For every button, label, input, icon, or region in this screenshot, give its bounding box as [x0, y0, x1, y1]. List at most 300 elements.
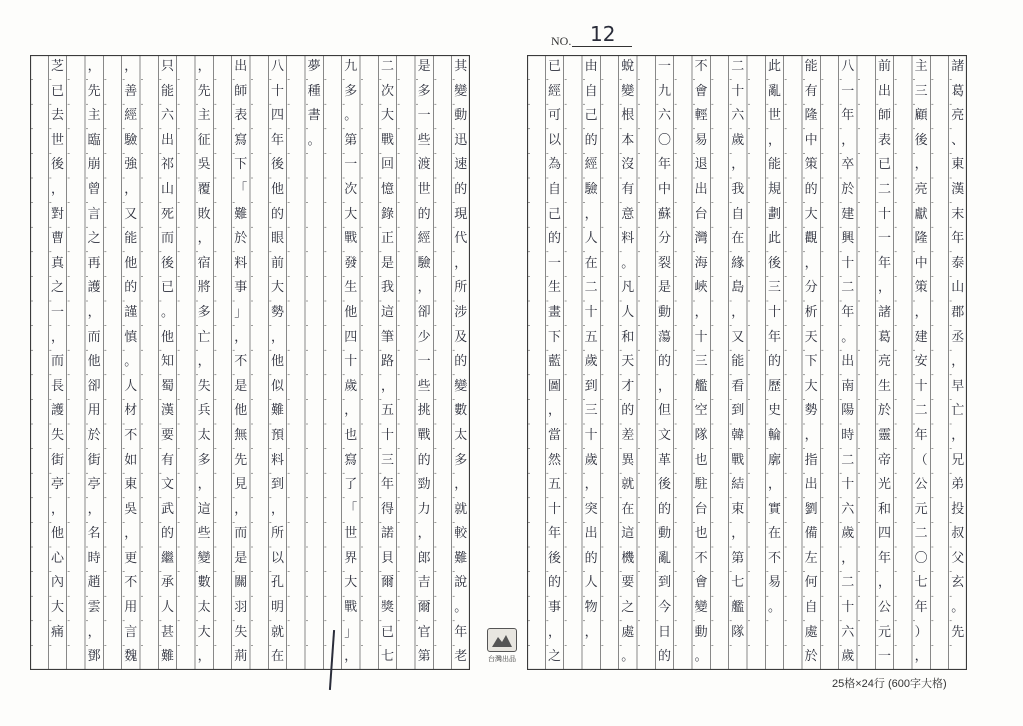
- handwritten-character: ，: [731, 304, 745, 320]
- handwritten-character: 而: [50, 354, 64, 370]
- handwritten-character: 十: [914, 378, 928, 394]
- handwritten-character: 承: [160, 575, 174, 591]
- left-page-text-column: [378, 55, 396, 670]
- handwritten-character: ，: [547, 624, 561, 640]
- handwritten-character: 不: [694, 59, 708, 74]
- handwritten-character: 歲: [841, 649, 855, 665]
- handwritten-character: 戰: [417, 427, 431, 443]
- handwritten-character: 今: [657, 600, 671, 616]
- right-page-text-column: [912, 55, 930, 670]
- handwritten-character: 獎: [380, 600, 394, 616]
- handwritten-character: 先: [197, 83, 211, 99]
- handwritten-character: 自: [804, 600, 818, 616]
- handwritten-character: 大: [197, 624, 211, 640]
- handwritten-character: 大: [344, 575, 358, 591]
- handwritten-character: 看: [731, 378, 745, 394]
- left-page-text-column: [342, 55, 360, 670]
- handwritten-character: 下: [234, 157, 248, 173]
- handwritten-character: 亡: [951, 403, 965, 419]
- handwritten-character: ，: [877, 575, 891, 591]
- handwritten-character: 蕩: [657, 329, 671, 345]
- handwritten-character: ，: [767, 132, 781, 148]
- handwritten-character: 出: [841, 354, 855, 370]
- handwritten-character: 的: [657, 354, 671, 370]
- handwritten-character: 然: [547, 452, 561, 468]
- handwritten-character: 文: [657, 427, 671, 443]
- handwritten-character: 台: [694, 206, 708, 222]
- handwritten-character: 。: [621, 255, 635, 271]
- handwritten-character: 此: [767, 59, 781, 74]
- handwritten-character: 更: [124, 550, 138, 566]
- handwritten-character: 也: [694, 526, 708, 542]
- handwritten-character: 策: [804, 157, 818, 173]
- handwritten-character: 在: [731, 231, 745, 247]
- handwritten-character: 輪: [767, 427, 781, 443]
- handwritten-character: 後: [50, 157, 64, 173]
- handwritten-character: 畫: [547, 304, 561, 320]
- handwritten-character: 太: [197, 427, 211, 443]
- handwritten-character: 年: [767, 329, 781, 345]
- handwritten-character: 生: [344, 280, 358, 296]
- handwritten-character: 一: [417, 354, 431, 370]
- handwritten-character: 六: [731, 108, 745, 124]
- handwritten-character: 渡: [417, 157, 431, 173]
- handwritten-character: 分: [804, 280, 818, 296]
- handwritten-character: 人: [584, 575, 598, 591]
- handwritten-character: 之: [547, 649, 561, 665]
- handwritten-character: ，: [841, 550, 855, 566]
- handwritten-character: 世: [767, 108, 781, 124]
- handwritten-character: （: [914, 452, 928, 468]
- handwritten-character: 〇: [657, 132, 671, 148]
- handwritten-character: 山: [951, 280, 965, 296]
- handwritten-character: 輕: [694, 108, 708, 124]
- right-page-text-column: [839, 55, 857, 670]
- handwritten-character: 台: [694, 501, 708, 517]
- handwritten-character: 出: [804, 477, 818, 493]
- handwritten-character: 之: [87, 231, 101, 247]
- handwritten-character: 一: [547, 255, 561, 271]
- handwritten-character: 已: [380, 624, 394, 640]
- handwritten-character: 艦: [731, 600, 745, 616]
- handwritten-character: 年: [380, 477, 394, 493]
- handwritten-character: 經: [417, 231, 431, 247]
- handwritten-character: 動: [694, 624, 708, 640]
- handwritten-character: 丞: [951, 329, 965, 345]
- handwritten-character: 日: [657, 624, 671, 640]
- handwritten-character: 多: [344, 83, 358, 99]
- sheet-number-underline: [572, 46, 632, 47]
- handwritten-character: 是: [234, 378, 248, 394]
- handwritten-character: 失: [197, 378, 211, 394]
- handwritten-character: 其: [454, 59, 468, 74]
- handwritten-character: 自: [584, 83, 598, 99]
- handwritten-character: 二: [841, 575, 855, 591]
- handwritten-character: 羽: [234, 600, 248, 616]
- handwritten-character: 歲: [731, 132, 745, 148]
- handwritten-character: 甚: [160, 624, 174, 640]
- handwritten-character: 書: [307, 108, 321, 124]
- handwritten-character: 自: [547, 181, 561, 197]
- handwritten-character: 歲: [344, 378, 358, 394]
- handwritten-character: 早: [951, 378, 965, 394]
- handwritten-character: 韓: [731, 427, 745, 443]
- handwritten-character: 生: [547, 280, 561, 296]
- handwritten-character: 二: [731, 59, 745, 74]
- left-page-text-column: [85, 55, 103, 670]
- handwritten-character: 卻: [87, 378, 101, 394]
- right-page: [527, 55, 967, 670]
- handwritten-character: ，: [270, 329, 284, 345]
- handwritten-character: 山: [160, 181, 174, 197]
- handwritten-character: 二: [914, 526, 928, 542]
- handwritten-character: 崩: [87, 157, 101, 173]
- handwritten-character: ，: [841, 132, 855, 148]
- handwritten-character: 諸: [951, 59, 965, 74]
- handwritten-character: 於: [877, 403, 891, 419]
- handwritten-character: 出: [694, 181, 708, 197]
- handwritten-character: 可: [547, 108, 561, 124]
- handwritten-character: 漢: [160, 403, 174, 419]
- handwritten-character: 不: [124, 427, 138, 443]
- handwritten-character: 現: [454, 206, 468, 222]
- handwritten-character: 的: [584, 132, 598, 148]
- handwritten-character: 葛: [877, 329, 891, 345]
- handwritten-character: 十: [877, 206, 891, 222]
- handwritten-character: 亮: [914, 181, 928, 197]
- handwritten-character: 後: [767, 255, 781, 271]
- handwritten-character: 年: [657, 157, 671, 173]
- handwritten-character: 葛: [951, 83, 965, 99]
- handwritten-character: 已: [160, 280, 174, 296]
- handwritten-character: ，: [197, 59, 211, 74]
- handwritten-character: 。: [841, 329, 855, 345]
- handwritten-character: 二: [380, 59, 394, 74]
- handwritten-character: 的: [804, 181, 818, 197]
- handwritten-character: 蛻: [621, 59, 635, 74]
- handwritten-character: 東: [124, 477, 138, 493]
- handwritten-character: 迅: [454, 132, 468, 148]
- left-page-text-column: [268, 55, 286, 670]
- handwritten-character: 世: [344, 526, 358, 542]
- handwritten-character: 事: [547, 600, 561, 616]
- left-page-text-column: [122, 55, 140, 670]
- handwritten-character: 己: [584, 108, 598, 124]
- handwritten-character: 下: [804, 354, 818, 370]
- handwritten-character: 亡: [197, 329, 211, 345]
- handwritten-character: 分: [657, 231, 671, 247]
- handwritten-character: 就: [621, 477, 635, 493]
- handwritten-character: 這: [380, 304, 394, 320]
- right-page-text-column: [729, 55, 747, 670]
- handwritten-character: 變: [694, 600, 708, 616]
- handwritten-character: 經: [547, 83, 561, 99]
- handwritten-character: 人: [160, 600, 174, 616]
- handwritten-character: 和: [877, 501, 891, 517]
- handwritten-character: 亭: [50, 477, 64, 493]
- handwritten-character: 荊: [234, 649, 248, 665]
- handwritten-character: 長: [50, 378, 64, 394]
- handwritten-character: 貝: [380, 550, 394, 566]
- handwritten-character: 在: [270, 649, 284, 665]
- handwritten-character: 言: [87, 206, 101, 222]
- handwritten-character: 當: [547, 427, 561, 443]
- handwritten-character: 些: [417, 132, 431, 148]
- handwritten-character: ，: [344, 403, 358, 419]
- handwritten-character: 武: [160, 501, 174, 517]
- handwritten-character: ，: [50, 501, 64, 517]
- handwritten-character: 的: [584, 550, 598, 566]
- handwritten-character: 物: [584, 600, 598, 616]
- handwritten-character: 易: [694, 132, 708, 148]
- handwritten-character: 孔: [270, 575, 284, 591]
- handwritten-character: ，: [584, 477, 598, 493]
- handwritten-character: 四: [344, 329, 358, 345]
- handwritten-character: 大: [804, 206, 818, 222]
- handwritten-character: 能: [124, 231, 138, 247]
- handwritten-character: 島: [731, 280, 745, 296]
- handwritten-character: 動: [657, 304, 671, 320]
- handwritten-character: 年: [841, 304, 855, 320]
- handwritten-character: 興: [841, 231, 855, 247]
- handwritten-character: 的: [454, 181, 468, 197]
- handwritten-character: 出: [584, 526, 598, 542]
- handwritten-character: ，: [234, 501, 248, 517]
- handwritten-character: 眼: [270, 231, 284, 247]
- handwritten-character: ，: [234, 329, 248, 345]
- handwritten-character: 三: [767, 280, 781, 296]
- handwritten-character: 他: [234, 403, 248, 419]
- handwritten-character: 大: [270, 280, 284, 296]
- handwritten-character: 蘇: [657, 206, 671, 222]
- handwritten-character: ，: [197, 231, 211, 247]
- handwritten-character: 為: [547, 157, 561, 173]
- handwritten-character: 隆: [804, 108, 818, 124]
- handwritten-character: 明: [270, 600, 284, 616]
- handwritten-character: 處: [621, 624, 635, 640]
- handwritten-character: 主: [914, 59, 928, 74]
- handwritten-character: 的: [454, 354, 468, 370]
- handwritten-character: 六: [657, 108, 671, 124]
- handwritten-character: 見: [234, 477, 248, 493]
- handwritten-character: 和: [621, 329, 635, 345]
- handwritten-character: 戰: [344, 600, 358, 616]
- handwritten-character: 他: [124, 255, 138, 271]
- handwritten-character: 陽: [841, 403, 855, 419]
- handwritten-character: 十: [767, 304, 781, 320]
- left-page-text-column: [415, 55, 433, 670]
- handwritten-character: 亮: [877, 354, 891, 370]
- handwritten-character: 世: [50, 132, 64, 148]
- handwritten-character: 一: [877, 649, 891, 665]
- handwritten-character: 之: [621, 600, 635, 616]
- handwritten-character: 不: [124, 575, 138, 591]
- handwritten-character: 。: [454, 600, 468, 616]
- handwritten-character: ，: [731, 157, 745, 173]
- handwritten-character: ）: [914, 624, 928, 640]
- handwritten-character: 回: [380, 157, 394, 173]
- handwritten-character: 。: [951, 600, 965, 616]
- handwritten-character: 玄: [951, 575, 965, 591]
- handwritten-character: ，: [804, 255, 818, 271]
- handwritten-character: 前: [270, 255, 284, 271]
- publisher-logo-text: 台灣出品: [488, 656, 516, 663]
- left-page-text-column: [452, 55, 470, 670]
- handwritten-character: 建: [914, 329, 928, 345]
- handwritten-character: 能: [767, 157, 781, 173]
- handwritten-character: 之: [50, 280, 64, 296]
- handwritten-character: ，: [951, 427, 965, 443]
- handwritten-character: 多: [454, 452, 468, 468]
- handwritten-character: 界: [344, 550, 358, 566]
- handwritten-character: 能: [731, 354, 745, 370]
- handwritten-character: 雲: [87, 600, 101, 616]
- handwritten-character: 劃: [767, 206, 781, 222]
- handwritten-character: 挑: [417, 403, 431, 419]
- handwritten-character: 亭: [87, 477, 101, 493]
- handwritten-character: 要: [160, 427, 174, 443]
- handwritten-character: ，: [124, 59, 138, 74]
- handwritten-character: 駐: [694, 477, 708, 493]
- handwritten-character: 郡: [951, 304, 965, 320]
- handwritten-character: 第: [344, 132, 358, 148]
- handwritten-character: 事: [234, 280, 248, 296]
- handwritten-character: ，: [951, 354, 965, 370]
- handwritten-character: 代: [454, 231, 468, 247]
- handwritten-character: 到: [270, 477, 284, 493]
- left-page: [30, 55, 470, 670]
- handwritten-character: 的: [124, 280, 138, 296]
- handwritten-character: 難: [454, 550, 468, 566]
- handwritten-character: 漢: [951, 181, 965, 197]
- handwritten-character: 二: [841, 452, 855, 468]
- handwritten-character: 及: [454, 329, 468, 345]
- handwritten-character: 年: [877, 550, 891, 566]
- handwritten-character: 天: [621, 354, 635, 370]
- handwritten-character: 人: [124, 378, 138, 394]
- handwritten-character: 料: [270, 452, 284, 468]
- handwritten-character: 」: [234, 304, 248, 320]
- handwritten-character: 征: [197, 132, 211, 148]
- handwritten-character: 死: [160, 206, 174, 222]
- handwritten-character: 。: [307, 132, 321, 148]
- handwritten-character: 變: [621, 83, 635, 99]
- handwritten-character: ，: [584, 206, 598, 222]
- handwritten-character: 一: [417, 108, 431, 124]
- handwritten-character: 兵: [197, 403, 211, 419]
- handwritten-character: 到: [584, 378, 598, 394]
- handwritten-character: 。: [767, 600, 781, 616]
- handwritten-character: 變: [197, 550, 211, 566]
- handwritten-character: 謹: [124, 304, 138, 320]
- handwritten-character: 叔: [951, 526, 965, 542]
- handwritten-character: 此: [767, 231, 781, 247]
- handwritten-character: 的: [417, 452, 431, 468]
- handwritten-character: 真: [50, 255, 64, 271]
- handwritten-character: 弟: [951, 477, 965, 493]
- handwritten-character: 涉: [454, 304, 468, 320]
- handwritten-character: 突: [584, 501, 598, 517]
- handwritten-character: 宿: [197, 255, 211, 271]
- handwritten-character: 如: [124, 452, 138, 468]
- handwritten-character: 易: [767, 575, 781, 591]
- handwritten-character: ，: [657, 378, 671, 394]
- handwritten-character: 他: [270, 354, 284, 370]
- handwritten-character: 峽: [694, 280, 708, 296]
- handwritten-character: 是: [417, 59, 431, 74]
- handwritten-character: 諸: [877, 304, 891, 320]
- handwritten-character: 異: [621, 452, 635, 468]
- handwritten-character: 的: [621, 403, 635, 419]
- handwritten-character: 「: [344, 501, 358, 517]
- handwritten-character: 末: [951, 206, 965, 222]
- handwritten-character: 街: [87, 452, 101, 468]
- handwritten-character: 用: [87, 403, 101, 419]
- handwritten-character: ，: [50, 181, 64, 197]
- handwritten-character: 勢: [804, 403, 818, 419]
- handwritten-character: 關: [234, 575, 248, 591]
- handwritten-character: 於: [841, 181, 855, 197]
- handwritten-character: 年: [914, 600, 928, 616]
- handwritten-character: 十: [584, 427, 598, 443]
- handwritten-character: 正: [380, 231, 394, 247]
- handwritten-character: 力: [417, 501, 431, 517]
- handwritten-character: ，: [197, 354, 211, 370]
- handwritten-character: 是: [234, 550, 248, 566]
- handwritten-character: 公: [914, 477, 928, 493]
- right-page-text-column: [545, 55, 563, 670]
- handwritten-character: 主: [197, 108, 211, 124]
- handwritten-character: 十: [584, 304, 598, 320]
- handwritten-character: 安: [914, 354, 928, 370]
- handwritten-character: 材: [124, 403, 138, 419]
- handwritten-character: 他: [344, 304, 358, 320]
- handwritten-character: 知: [160, 354, 174, 370]
- handwritten-character: 一: [877, 231, 891, 247]
- handwritten-character: 又: [124, 206, 138, 222]
- handwritten-character: ，: [87, 304, 101, 320]
- handwritten-character: 年: [914, 427, 928, 443]
- handwritten-character: 爾: [417, 600, 431, 616]
- handwritten-character: 十: [547, 501, 561, 517]
- handwritten-character: 出: [877, 83, 891, 99]
- handwritten-character: 下: [547, 329, 561, 345]
- handwritten-character: 對: [50, 206, 64, 222]
- handwritten-character: 次: [344, 181, 358, 197]
- handwritten-character: 曾: [87, 181, 101, 197]
- handwritten-character: 歲: [584, 452, 598, 468]
- handwritten-character: 公: [877, 600, 891, 616]
- handwritten-character: 二: [914, 403, 928, 419]
- handwritten-character: ，: [270, 501, 284, 517]
- handwritten-character: 趙: [87, 575, 101, 591]
- handwritten-character: 十: [344, 354, 358, 370]
- handwritten-character: 十: [380, 427, 394, 443]
- handwritten-character: 他: [50, 526, 64, 542]
- handwritten-character: 一: [657, 59, 671, 74]
- handwritten-character: 九: [344, 59, 358, 74]
- handwritten-character: 四: [877, 526, 891, 542]
- handwritten-character: 大: [380, 108, 394, 124]
- handwritten-character: 痛: [50, 624, 64, 640]
- handwritten-character: 強: [124, 157, 138, 173]
- handwritten-character: 歲: [841, 526, 855, 542]
- handwritten-character: 。: [694, 649, 708, 665]
- handwritten-character: 析: [804, 304, 818, 320]
- handwritten-character: 蜀: [160, 378, 174, 394]
- handwritten-character: 種: [307, 83, 321, 99]
- handwritten-character: 時: [841, 427, 855, 443]
